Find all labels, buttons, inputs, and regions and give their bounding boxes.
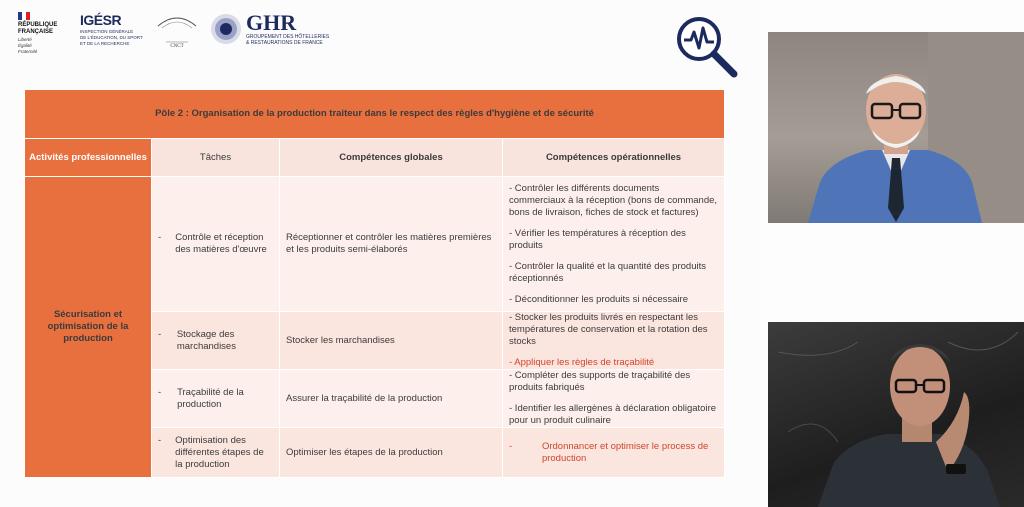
- speaker-video-1[interactable]: [768, 32, 1024, 223]
- ops-cell: - Contrôler les différents documents commerciaux à la réception (bons de commande, bons de livraison, fiches de stock et factures) - Vérifier les températures à réception des produits - Contrôler la qualité et la quantité des produits réceptionnés - Déconditionner les produits si nécessaire: [503, 177, 725, 312]
- seal-logo: [154, 12, 200, 48]
- activity-cell: Sécurisation et optimisation de la production: [25, 177, 152, 478]
- logo-bar: [18, 12, 329, 58]
- search-pulse-icon: [672, 12, 740, 80]
- ops-cell: - Compléter des supports de traçabilité des produits fabriqués - Identifier les allergènes à déclaration obligatoire pour un produit culinaire: [503, 370, 725, 428]
- global-cell: Stocker les marchandises: [280, 312, 503, 370]
- speaker-video-2[interactable]: [768, 322, 1024, 507]
- task-cell: - Traçabilité de la production: [152, 370, 280, 428]
- header-taches: Tâches: [152, 139, 280, 177]
- igesr-logo: IGÉSR INSPECTION GÉNÉRALE DE L'ÉDUCATION, DU SPORT ET DE LA RECHERCHE: [80, 12, 143, 46]
- task-cell: - Contrôle et réception des matières d'œuvre: [152, 177, 280, 312]
- ops-cell: - Ordonnancer et optimiser le process de production: [503, 428, 725, 478]
- global-cell: Assurer la traçabilité de la production: [280, 370, 503, 428]
- header-activites: Activités professionnelles: [25, 139, 152, 177]
- speaker-2-figure: [768, 322, 1024, 507]
- global-cell: Optimiser les étapes de la production: [280, 428, 503, 478]
- ghr-emblem-icon: [210, 13, 242, 45]
- competence-table: [24, 89, 725, 478]
- task-cell: - Stockage des marchandises: [152, 312, 280, 370]
- speaker-1-figure: [768, 32, 1024, 223]
- svg-text:CNCT: CNCT: [170, 44, 184, 48]
- table-row: [25, 177, 725, 312]
- global-cell: Réceptionner et contrôler les matières premières et les produits semi-élaborés: [280, 177, 503, 312]
- header-competences-globales: Compétences globales: [280, 139, 503, 177]
- header-competences-operationnelles: Compétences opérationnelles: [503, 139, 725, 177]
- republique-francaise-logo: RÉPUBLIQUE FRANÇAISE Liberté Égalité Fraternité: [18, 12, 70, 54]
- task-cell: - Optimisation des différentes étapes de la production: [152, 428, 280, 478]
- table-title: Pôle 2 : Organisation de la production traiteur dans le respect des règles d'hygiène et de sécurité: [25, 90, 725, 139]
- ops-cell: - Stocker les produits livrés en respectant les températures de conservation et la rotation des stocks - Appliquer les règles de traçabilité: [503, 312, 725, 370]
- ghr-logo: GHR GROUPEMENT DES HÔTELLERIES & RESTAURATIONS DE FRANCE: [210, 12, 329, 46]
